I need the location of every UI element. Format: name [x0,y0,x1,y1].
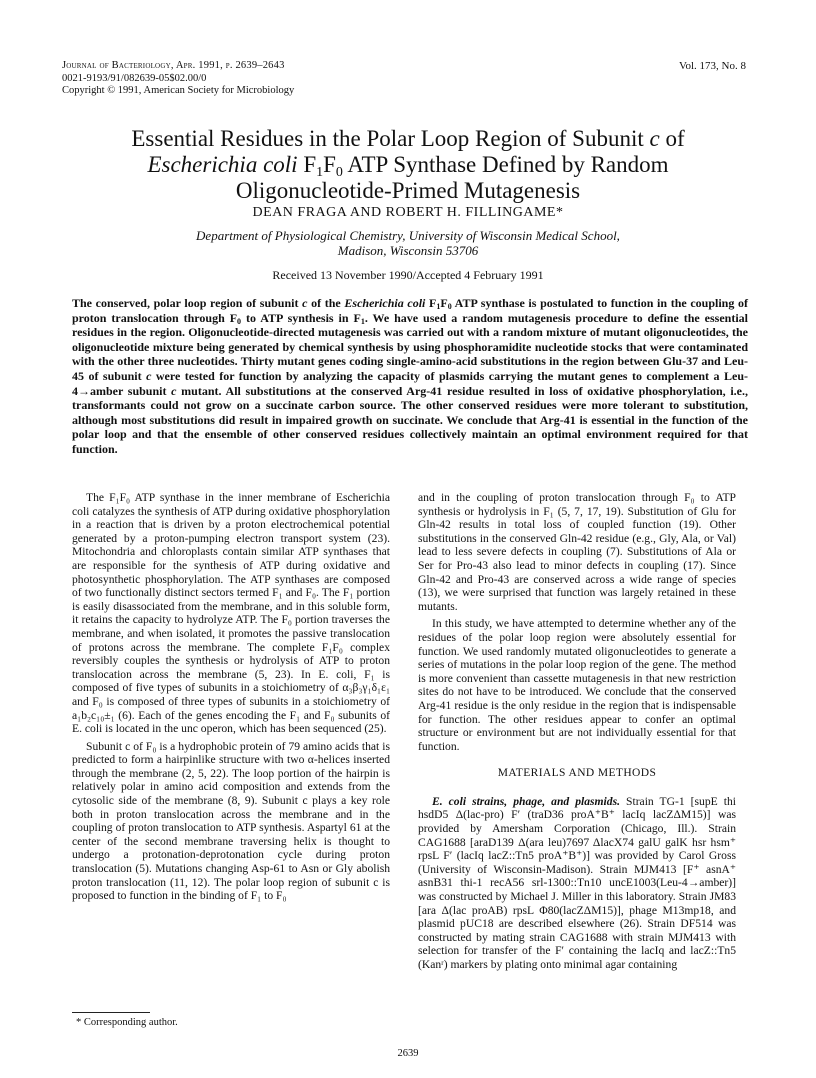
copyright-line: Copyright © 1991, American Society for Microbiology [62,85,295,96]
journal-code: 0021-9193/91/082639-05$02.00/0 [62,72,207,84]
body-column-right [418,491,736,976]
volume-issue: Vol. 173, No. 8 [678,60,746,72]
section-heading-methods: MATERIALS AND METHODS [497,767,657,780]
corresponding-author-footnote: * Corresponding author. [76,1017,178,1028]
footnote-rule [72,1012,150,1013]
page-number: 2639 [397,1048,419,1059]
paragraph-subunit-c: Subunit c of F₀ is a hydrophobic protein of 79 amino acids that is predicted to form a hairpinlike structure with two α-helices inserted through the membrane (2, 5, 22). The loop portion of the hairpin is relatively polar in amino acid composition and extends from the cytosolic side of the membrane (8, 9). Subunit c plays a key role both in proton translocation across the membrane and in the coupling of proton translocation to ATP synthesis. Aspartyl 61 at the center of the second membrane traversing helix is thought to undergo a protonation-deprotonation cycle during proton translocation (5). Mutations changing Asp-61 to Asn or Gly abolish proton translocation (11, 12). The polar loop region of subunit c is proposed to function in the binding of F₁ to F₀ [72,739,390,903]
journal-citation: Journal of Bacteriology, Apr. 1991, p. 2639–2643 [62,60,285,71]
paragraph-this-study: In this study, we have attempted to determine whether any of the residues of the polar loop region were absolutely essential for function. We used randomly mutated oligonucleotides to generate a series of mutations in the polar loop region of the gene. The method is more convenient than cassette mutagenesis in that new restriction sites do not have to be introduced. We conclude that the conserved Arg-41 residue is the only residue in the region that is indispensable for function. The other residues appear to confer an optimal structure or environment but are not individually essential for that function. [418,617,736,753]
journal-header [62,60,294,98]
received-dates: Received 13 November 1990/Accepted 4 February 1991 [272,268,544,282]
paragraph-coupling: and in the coupling of proton translocation through F₀ to ATP synthesis or hydrolysis in F₁ (5, 7, 17, 19). Substitution of Glu for Gln-42 results in total loss of coupled function (19). Other substitutions in the conserved Gln-42 residue (e.g., Gly, Ala, or Val) lead to less severe defects in coupling (7). Substitutions of Ala or Ser for Pro-43 also lead to minor defects in coupling (17). Since Gln-42 and Pro-43 are conserved across a wide range of species (13), we were surprised that function was largely retained in these mutants. [418,491,736,613]
abstract: The conserved, polar loop region of subunit c of the Escherichia coli $F_1F_0$ ATP synthase is postulated to function in the coupling of proton translocation through $F_0$ to ATP synthesis in $F_1$. We have used a random mutagenesis procedure to define the essential residues in the region. Oligonucleotide-directed mutagenesis was carried out with a random mixture of mutant oligonucleotides, the oligonucleotide mixture being generated by chemical synthesis by using phosphoramidite nucleotide stocks that were contaminated with the other three nucleotides. Thirty mutant genes coding single-amino-acid substitutions in the region between Glu-37 and Leu-45 of subunit c were tested for function by analyzing the capacity of plasmids carrying the mutant genes to complement a Leu-4→amber subunit c mutant. All substitutions at the conserved Arg-41 residue resulted in loss of oxidative phosphorylation, i.e., transformants could not grow on a succinate carbon source. The other conserved residues were more tolerant to substitution, although most substitutions did result in impaired growth on succinate. We conclude that Arg-41 is essential in the function of the polar loop and that the ensemble of other conserved residues collectively maintain an optimal environment required for that function. [72,296,749,456]
paragraph-strains: E. coli strains, phage, and plasmids. Strain TG-1 [supE thi hsdD5 Δ(lac-pro) F′ (traD36 proA⁺B⁺ lacIq lacZΔM15)] was provided by Amersham Corporation (Chicago, Ill.). Strain CAG1688 [araD139 Δ(ara leu)7697 ΔlacX74 galU galK hsr hsm⁺ rpsL F′ (lacIq lacZ::Tn5 proA⁺B⁺)] was provided by Carol Gross (University of Wisconsin-Madison). Strain MJM413 [F⁺ asnA⁺ asnB31 thi-1 recA56 srl-1300::Tn10 uncE1003(Leu-4→amber)] was constructed by Michael J. Miller in this laboratory. Strain JM83 [ara Δ(lac proAB) rpsL Φ80(lacZΔM15)], phage M13mp18, and plasmid pUC18 are described elsewhere (26). Strain DF514 was constructed by mating strain CAG1688 with strain MJM413 with selection for transfer of the F′ containing the lacIq and lacZ::Tn5 (Kanʳ) markers by plating onto minimal agar containing [418,794,737,971]
paragraph-intro: The F₁F₀ ATP synthase in the inner membrane of Escherichia coli catalyzes the synthesis of ATP during oxidative phosphorylation in a reaction that is driven by a proton electrochemical potential generated by a proton-pumping electron transport system (23). Mitochondria and chloroplasts contain similar ATP synthases that are responsible for the synthesis of ATP during oxidative and photosynthetic phosphorylation. The ATP synthases are composed of two functionally distinct sectors termed F₁ and F₀. The F₁ portion is easily disassociated from the membrane, and in this soluble form, it retains the capacity to hydrolyze ATP. The F₀ portion traverses the membrane, and when isolated, it promotes the passive translocation of protons across the membrane. The complete F₁F₀ complex reversibly couples the synthesis or hydrolysis of ATP to proton translocation across the membrane (5, 23). In E. coli, F₁ is composed of five types of subunits in a stoichiometry of α₃β₃γ₁δ₁ε₁ and F₀ is composed of three types of subunits in a stoichiometry of a₁b₂c₁₀±₁ (6). Each of the genes encoding the F₁ and F₀ subunits of E. coli is located in the unc operon, which has been sequenced (25). [72,491,390,736]
run-in-heading: E. coli strains, phage, and plasmids. [432,794,620,808]
body-column-left [72,491,390,907]
affiliation: Department of Physiological Chemistry, University of Wisconsin Medical School, Madison, Wisconsin 53706 [196,228,620,258]
article-title: Essential Residues in the Polar Loop Region of Subunit c of Escherichia coli $F_1F_0$ ATP Synthase Defined by Random Oligonucleotide-Primed Mutagenesis [131,126,685,203]
author-list: DEAN FRAGA AND ROBERT H. FILLINGAME* [252,205,564,220]
